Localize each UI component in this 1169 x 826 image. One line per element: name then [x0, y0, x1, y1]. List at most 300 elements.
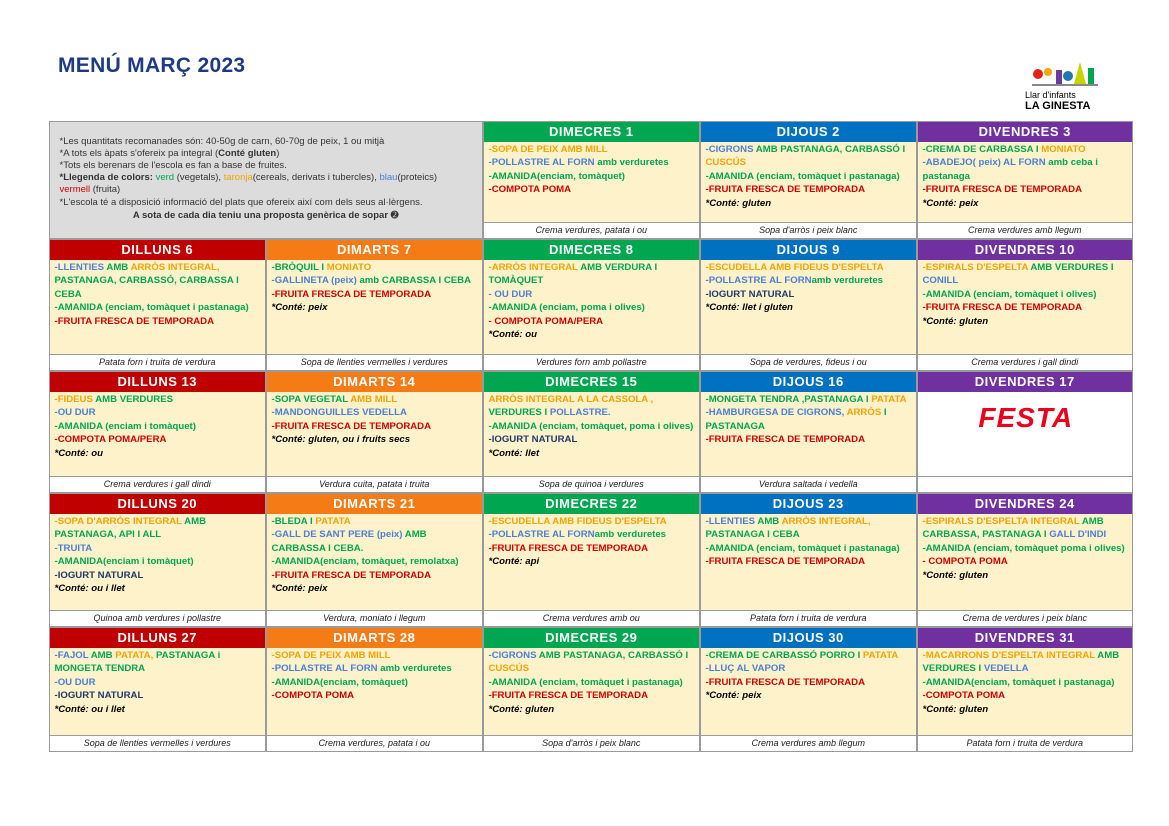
menu-line [489, 143, 697, 157]
menu-text: *Conté: ou [488, 329, 537, 341]
menu-items [267, 392, 483, 477]
menu-text: *Conté: gluten, ou i fruits secs [271, 434, 411, 446]
info-box [49, 121, 484, 240]
menu-line [489, 261, 697, 288]
menu-line [706, 288, 914, 302]
dinner-suggestion: Crema verdures i gall dindi [50, 476, 266, 492]
dinner-suggestion: Sopa de quinoa i verdures [484, 476, 700, 492]
day-header: DILLUNS 27 [50, 628, 266, 648]
legend-title: *Llegenda de colors: [59, 172, 156, 184]
legend-red: vermell [59, 184, 91, 196]
menu-line [706, 393, 914, 407]
info-line-bread [60, 148, 473, 160]
day-cell [700, 493, 918, 628]
dinner-suggestion: Crema verdures amb llegum [918, 222, 1133, 238]
menu-text: -MONGETA TENDRA ,PASTANAGA I [705, 393, 872, 405]
menu-line [55, 315, 263, 329]
day-cell [917, 121, 1134, 240]
legend-green: verd [155, 172, 175, 184]
day-header: DIVENDRES 31 [918, 628, 1133, 648]
day-cell [483, 371, 701, 494]
menu-text: amb verduretes [380, 663, 452, 675]
flowers-logo-icon [1028, 60, 1098, 90]
menu-line [55, 676, 263, 690]
menu-text: -FRUITA FRESCA DE TEMPORADA [271, 288, 432, 300]
menu-text: -GALL DE SANT PERE (peix) [271, 529, 405, 541]
menu-line [55, 393, 263, 407]
day-cell [49, 493, 267, 628]
menu-text: CONILL [922, 275, 959, 287]
menu-text: AMB PASTANAGA, CARBASSÓ I [755, 143, 906, 155]
menu-line [272, 406, 480, 420]
menu-text: -ESCUDELLA AMB FIDEUS D'ESPELTA [705, 261, 884, 273]
menu-text: -AMANIDA (enciam i tomàquet) [54, 420, 196, 432]
week-start-pair [49, 493, 483, 627]
menu-line [272, 649, 480, 663]
day-header: DILLUNS 20 [50, 494, 266, 514]
menu-text: *Conté: ou i llet [54, 583, 125, 595]
page-title: MENÚ MARÇ 2023 [58, 54, 246, 77]
menu-text: -FRUITA FRESCA DE TEMPORADA [271, 569, 432, 581]
day-cell [917, 493, 1134, 628]
menu-line [706, 515, 914, 542]
menu-line [923, 676, 1130, 690]
menu-line [706, 301, 914, 315]
menu-line [489, 649, 697, 676]
menu-line [489, 328, 697, 342]
day-header: DIMARTS 14 [267, 372, 483, 392]
menu-line [706, 542, 914, 556]
info-line-dinner: A sota de cada dia teniu una proposta genèrica de sopar ➋ [132, 209, 399, 221]
menu-text: *Conté: peix [922, 197, 979, 209]
menu-line [923, 261, 1130, 288]
menu-text: -AMANIDA (enciam, tomàquet i pastanaga) [705, 170, 900, 182]
menu-items [484, 260, 700, 355]
day-cell [917, 371, 1134, 494]
day-cell [49, 371, 267, 494]
menu-text: ARRÒS [846, 407, 884, 419]
menu-grid [49, 121, 1133, 752]
day-cell [266, 627, 484, 753]
legend-blue: blau [379, 172, 398, 184]
menu-items [701, 260, 917, 355]
menu-text: amb verduretes [811, 275, 884, 287]
menu-items [918, 142, 1133, 223]
menu-text: -HAMBURGESA DE CIGRONS, [705, 407, 847, 419]
menu-text: PASTANAGA, CARBASSÓ, CARBASSA I CEBA [54, 275, 239, 300]
day-cell [700, 627, 918, 753]
menu-line [55, 447, 263, 461]
menu-line [272, 393, 480, 407]
info-line-allergens: *L'escola té a disposició informació del plats que ofereix així com dels seus al·lèrgens. [59, 196, 423, 208]
menu-line [923, 197, 1130, 211]
menu-line [706, 433, 914, 447]
menu-line [706, 689, 914, 703]
menu-text: -POLLASTRE AL FORN [705, 275, 812, 287]
menu-text: -AMANIDA(enciam i tomàquet) [54, 556, 194, 568]
logo-text-line2: LA GINESTA [1025, 100, 1091, 112]
menu-line [272, 288, 480, 302]
menu-text: -AMANIDA (enciam, tomàquet i pastanaga) [488, 676, 683, 688]
menu-text: ARRÒS INTEGRAL, [781, 515, 871, 527]
menu-text: -FAJOL [54, 649, 91, 661]
menu-items [484, 514, 700, 611]
menu-text: -IOGURT NATURAL [54, 690, 144, 702]
menu-line [923, 515, 1130, 542]
menu-line [272, 582, 480, 596]
dinner-suggestion: Crema verdures amb ou [484, 610, 700, 626]
menu-text: amb verduretes [594, 529, 667, 541]
menu-line [55, 406, 263, 420]
menu-line [489, 420, 697, 434]
menu-items [50, 648, 266, 736]
menu-text: -FRUITA FRESCA DE TEMPORADA [54, 315, 215, 327]
menu-text: -COMPOTA POMA [488, 184, 572, 196]
day-header: DIMECRES 15 [484, 372, 700, 392]
menu-text: *Conté: gluten [922, 569, 989, 581]
day-header: DIJOUS 2 [701, 122, 917, 142]
menu-text: - COMPOTA POMA/PERA [488, 315, 604, 327]
menu-line [272, 528, 480, 555]
menu-line [923, 183, 1130, 197]
menu-text: -ESPIRALS D'ESPELTA [922, 261, 1031, 273]
menu-line [55, 555, 263, 569]
menu-text: -FRUITA FRESCA DE TEMPORADA [922, 184, 1083, 196]
menu-text: -AMANIDA (enciam, tomàquet i pastanaga) [54, 302, 249, 314]
day-header: DIMARTS 21 [267, 494, 483, 514]
menu-text: AMB VERDURES I [1030, 261, 1114, 273]
menu-text: *Conté: gluten [488, 703, 555, 715]
dinner-suggestion: Quinoa amb verdures i pollastre [50, 610, 266, 626]
dinner-suggestion: Sopa de llenties vermelles i verdures [50, 735, 266, 751]
dinner-suggestion: Verdura, moniato i llegum [267, 610, 483, 626]
menu-text: -COMPOTA POMA [922, 690, 1006, 702]
dinner-suggestion: Verdura cuita, patata i truita [267, 476, 483, 492]
menu-line [706, 662, 914, 676]
menu-line [706, 143, 914, 170]
menu-text: ARRÒS INTEGRAL, [130, 261, 220, 273]
menu-text: PASTANAGA i MONGETA TENDRA [54, 649, 221, 675]
dinner-suggestion: Sopa de verdures, fideus i ou [701, 354, 917, 370]
menu-text: -ESCUDELLA AMB FIDEUS D'ESPELTA [488, 515, 667, 527]
menu-text: CUSCÚS [488, 663, 530, 675]
menu-text: *Conté: gluten [922, 703, 989, 715]
menu-line [489, 433, 697, 447]
day-header: DIMECRES 8 [484, 240, 700, 260]
menu-text: *Conté: gluten [922, 315, 989, 327]
menu-text: -AMANIDA(enciam, tomàquet) [271, 676, 408, 688]
menu-line [923, 301, 1130, 315]
menu-text: *Conté: peix [271, 302, 328, 314]
day-header: DIVENDRES 10 [918, 240, 1133, 260]
menu-items [701, 392, 917, 477]
menu-items [701, 648, 917, 736]
menu-items [484, 142, 700, 223]
menu-text: -ARRÒS INTEGRAL [488, 261, 581, 273]
info-bread-text: *A tots els àpats s'ofereix pa integral ( [59, 147, 219, 159]
menu-line [706, 676, 914, 690]
menu-text: -ABADEJO( peix) AL FORN [922, 157, 1049, 169]
menu-text: -BRÒQUIL I [271, 261, 327, 273]
dinner-suggestion: Patata forn i truita de verdura [701, 610, 917, 626]
menu-text: MONIATO [326, 261, 372, 273]
menu-items [918, 392, 1133, 477]
menu-text: -AMANIDA (enciam, tomàquet i pastanaga) [705, 542, 900, 554]
menu-line [55, 582, 263, 596]
menu-text: -SOPA VEGETAL [271, 393, 351, 405]
menu-text: -FRUITA FRESCA DE TEMPORADA [488, 542, 649, 554]
menu-text: PASTANAGA I CEBA [705, 529, 800, 541]
day-cell [700, 239, 918, 372]
menu-text: -IOGURT NATURAL [705, 288, 795, 300]
menu-text: *Conté: ou i llet [54, 703, 125, 715]
menu-text: -IOGURT NATURAL [54, 569, 144, 581]
legend-green-desc: (vegetals), [174, 172, 224, 184]
menu-text: -AMANIDA (enciam, tomàquet i olives) [922, 288, 1097, 300]
menu-text: -POLLASTRE AL FORN [271, 663, 381, 675]
menu-items [267, 260, 483, 355]
menu-line [272, 676, 480, 690]
day-cell [483, 121, 701, 240]
legend-red-desc: (fruita) [90, 184, 121, 196]
day-header: DILLUNS 13 [50, 372, 266, 392]
day-cell [700, 121, 918, 240]
menu-text: *Conté: ou [54, 447, 103, 459]
day-cell [917, 627, 1134, 753]
menu-line [923, 689, 1130, 703]
day-cell [483, 493, 701, 628]
menu-items [918, 514, 1133, 611]
menu-items [918, 260, 1133, 355]
menu-text: -CIGRONS [705, 143, 756, 155]
menu-text: *Conté: peix [705, 690, 762, 702]
menu-text: -IOGURT NATURAL [488, 434, 578, 446]
school-logo [1020, 60, 1120, 114]
dinner-suggestion: Crema verdures, patata i ou [484, 222, 700, 238]
day-header: DIMECRES 1 [484, 122, 700, 142]
day-cell [49, 627, 267, 753]
menu-line [272, 433, 480, 447]
week-start-pair [49, 371, 483, 493]
menu-line [706, 555, 914, 569]
menu-text: -OU DUR [54, 676, 96, 688]
menu-text: *Conté: peix [271, 583, 328, 595]
dinner-suggestion: Sopa d'arròs i peix blanc [701, 222, 917, 238]
menu-line [55, 433, 263, 447]
day-header: DIMECRES 22 [484, 494, 700, 514]
menu-items [484, 392, 700, 477]
menu-text: -LLENTIES [54, 261, 107, 273]
menu-text: -MANDONGUILLES VEDELLA [271, 407, 407, 419]
dinner-suggestion: Verdures forn amb pollastre [484, 354, 700, 370]
dinner-suggestion [918, 476, 1133, 492]
menu-text: -AMANIDA (enciam, poma i olives) [488, 302, 645, 314]
menu-items [50, 514, 266, 611]
menu-text: PATATA [871, 393, 907, 405]
menu-text: -AMANIDA (enciam, tomàquet, poma i olives) [488, 420, 694, 432]
menu-items [267, 648, 483, 736]
menu-text: -CREMA DE CARBASSÓ PORRO I [705, 649, 863, 661]
menu-line [923, 315, 1130, 329]
menu-text: -POLLASTRE AL FORN [488, 529, 595, 541]
holiday-label: FESTA [978, 401, 1074, 433]
menu-line [706, 183, 914, 197]
day-header: DIVENDRES 17 [918, 372, 1133, 392]
menu-line [55, 703, 263, 717]
legend-orange: taronja [223, 172, 253, 184]
dinner-suggestion: Crema verdures, patata i ou [267, 735, 483, 751]
menu-line [706, 649, 914, 663]
menu-text: -SOPA DE PEIX AMB MILL [271, 649, 391, 661]
info-line-legend-red [60, 184, 473, 196]
day-cell [266, 493, 484, 628]
menu-text: GALL D'INDI [1049, 529, 1107, 541]
menu-line [706, 261, 914, 275]
menu-line [923, 156, 1130, 183]
day-header: DIVENDRES 24 [918, 494, 1133, 514]
menu-text: -POLLASTRE AL FORN [488, 157, 598, 169]
menu-line [923, 542, 1130, 556]
menu-text: -AMANIDA(enciam, tomàquet) [488, 170, 625, 182]
menu-text: I PASTANAGA [705, 407, 887, 432]
menu-line [489, 447, 697, 461]
menu-line [923, 703, 1130, 717]
menu-text: -GALLINETA (peix) [271, 275, 360, 287]
menu-text: AMB VERDURES I [922, 649, 1120, 675]
menu-text: PATATA [862, 649, 899, 661]
menu-text: -FRUITA FRESCA DE TEMPORADA [705, 676, 866, 688]
menu-text: -OU DUR [54, 407, 96, 419]
dinner-suggestion: Patata forn i truita de verdura [918, 735, 1133, 751]
menu-line [923, 649, 1130, 676]
menu-line [706, 406, 914, 433]
menu-text: AMB [90, 649, 116, 661]
menu-text: -SOPA DE PEIX AMB MILL [488, 143, 608, 155]
menu-text: POLLASTRE. [549, 407, 611, 419]
menu-text: *Conté: llet i gluten [705, 302, 793, 314]
menu-line [489, 170, 697, 184]
menu-line [489, 689, 697, 703]
menu-items [701, 142, 917, 223]
menu-line [489, 183, 697, 197]
menu-text: -CIGRONS [488, 649, 539, 661]
menu-text: -FRUITA FRESCA DE TEMPORADA [705, 184, 866, 196]
day-header: DIMARTS 7 [267, 240, 483, 260]
menu-line [923, 555, 1130, 569]
menu-line [272, 689, 480, 703]
menu-line [55, 542, 263, 556]
menu-text: AMB PASTANAGA, CARBASSÓ I [538, 649, 689, 661]
menu-text: VERDURES I [488, 407, 550, 419]
day-cell [266, 371, 484, 494]
menu-text: -CREMA DE CARBASSA I [922, 143, 1042, 155]
menu-items [267, 514, 483, 611]
info-bread-close: ) [276, 147, 280, 159]
menu-text: AMB VERDURES [95, 393, 174, 405]
day-cell [49, 239, 267, 372]
menu-text: - OU DUR [488, 288, 533, 300]
dinner-suggestion: Patata forn i truita de verdura [50, 354, 266, 370]
menu-line [55, 301, 263, 315]
menu-text: amb ceba i pastanaga [922, 157, 1098, 182]
menu-line [272, 301, 480, 315]
menu-text: -FRUITA FRESCA DE TEMPORADA [488, 690, 649, 702]
menu-line [272, 662, 480, 676]
day-cell [700, 371, 918, 494]
menu-line [489, 393, 697, 420]
menu-line [55, 515, 263, 542]
menu-line [55, 420, 263, 434]
menu-text: amb verduretes [597, 157, 669, 169]
menu-text: -BLEDA I [271, 515, 316, 527]
menu-text: PATATA [315, 515, 351, 527]
menu-line [55, 569, 263, 583]
menu-items [50, 260, 266, 355]
dinner-suggestion: Sopa d'arròs i peix blanc [484, 735, 700, 751]
menu-text: -ESPIRALS D'ESPELTA INTEGRAL [922, 515, 1082, 527]
menu-line [489, 515, 697, 529]
menu-text: AMB [757, 515, 782, 527]
menu-text: -MACARRONS D'ESPELTA INTEGRAL [922, 649, 1098, 661]
menu-line [489, 528, 697, 542]
menu-text: -LLUÇ AL VAPOR [705, 663, 786, 675]
menu-text: *Conté: llet [488, 447, 540, 459]
day-cell [917, 239, 1134, 372]
menu-text: -FRUITA FRESCA DE TEMPORADA [705, 434, 866, 446]
menu-line [489, 676, 697, 690]
menu-text: PATATA, [115, 649, 156, 661]
menu-text: *Conté: api [488, 556, 540, 568]
day-cell [483, 627, 701, 753]
menu-text: AMB VERDURA I TOMÀQUET [488, 261, 658, 287]
day-header: DIJOUS 30 [701, 628, 917, 648]
day-header: DIVENDRES 3 [918, 122, 1133, 142]
menu-text: AMB [106, 261, 131, 273]
menu-text: -AMANIDA(enciam, tomàquet i pastanaga) [922, 676, 1115, 688]
menu-line [272, 555, 480, 569]
menu-text: AMB CARBASSA, PASTANAGA I [922, 515, 1104, 541]
menu-line [489, 315, 697, 329]
menu-line [489, 288, 697, 302]
menu-text: - COMPOTA POMA [922, 556, 1008, 568]
menu-text: AMB CARBASSA I CEBA. [271, 529, 427, 554]
menu-line [489, 555, 697, 569]
week-start-pair [49, 239, 483, 371]
menu-line [272, 515, 480, 529]
menu-items [484, 648, 700, 736]
menu-text: AMB PASTANAGA, API I ALL [54, 515, 207, 541]
menu-line [272, 261, 480, 275]
menu-text: -COMPOTA POMA [271, 690, 355, 702]
menu-items [701, 514, 917, 611]
menu-items [50, 392, 266, 477]
week-start-pair [49, 627, 483, 752]
menu-text: amb CARBASSA I CEBA [359, 275, 472, 287]
menu-line [272, 274, 480, 288]
menu-text: VEDELLA [983, 663, 1029, 675]
dinner-suggestion: Crema verdures i gall dindi [918, 354, 1133, 370]
legend-blue-desc: (proteics) [397, 172, 438, 184]
menu-text: *Conté: gluten [705, 197, 772, 209]
menu-line [489, 542, 697, 556]
menu-line [55, 649, 263, 676]
menu-text: ARRÒS INTEGRAL A LA CASSOLA , [488, 393, 654, 405]
menu-text: -FRUITA FRESCA DE TEMPORADA [271, 420, 432, 432]
day-header: DILLUNS 6 [50, 240, 266, 260]
menu-text: -SOPA D'ARRÒS INTEGRAL [54, 515, 185, 527]
dinner-suggestion: Verdura saltada i vedella [701, 476, 917, 492]
menu-line [489, 156, 697, 170]
